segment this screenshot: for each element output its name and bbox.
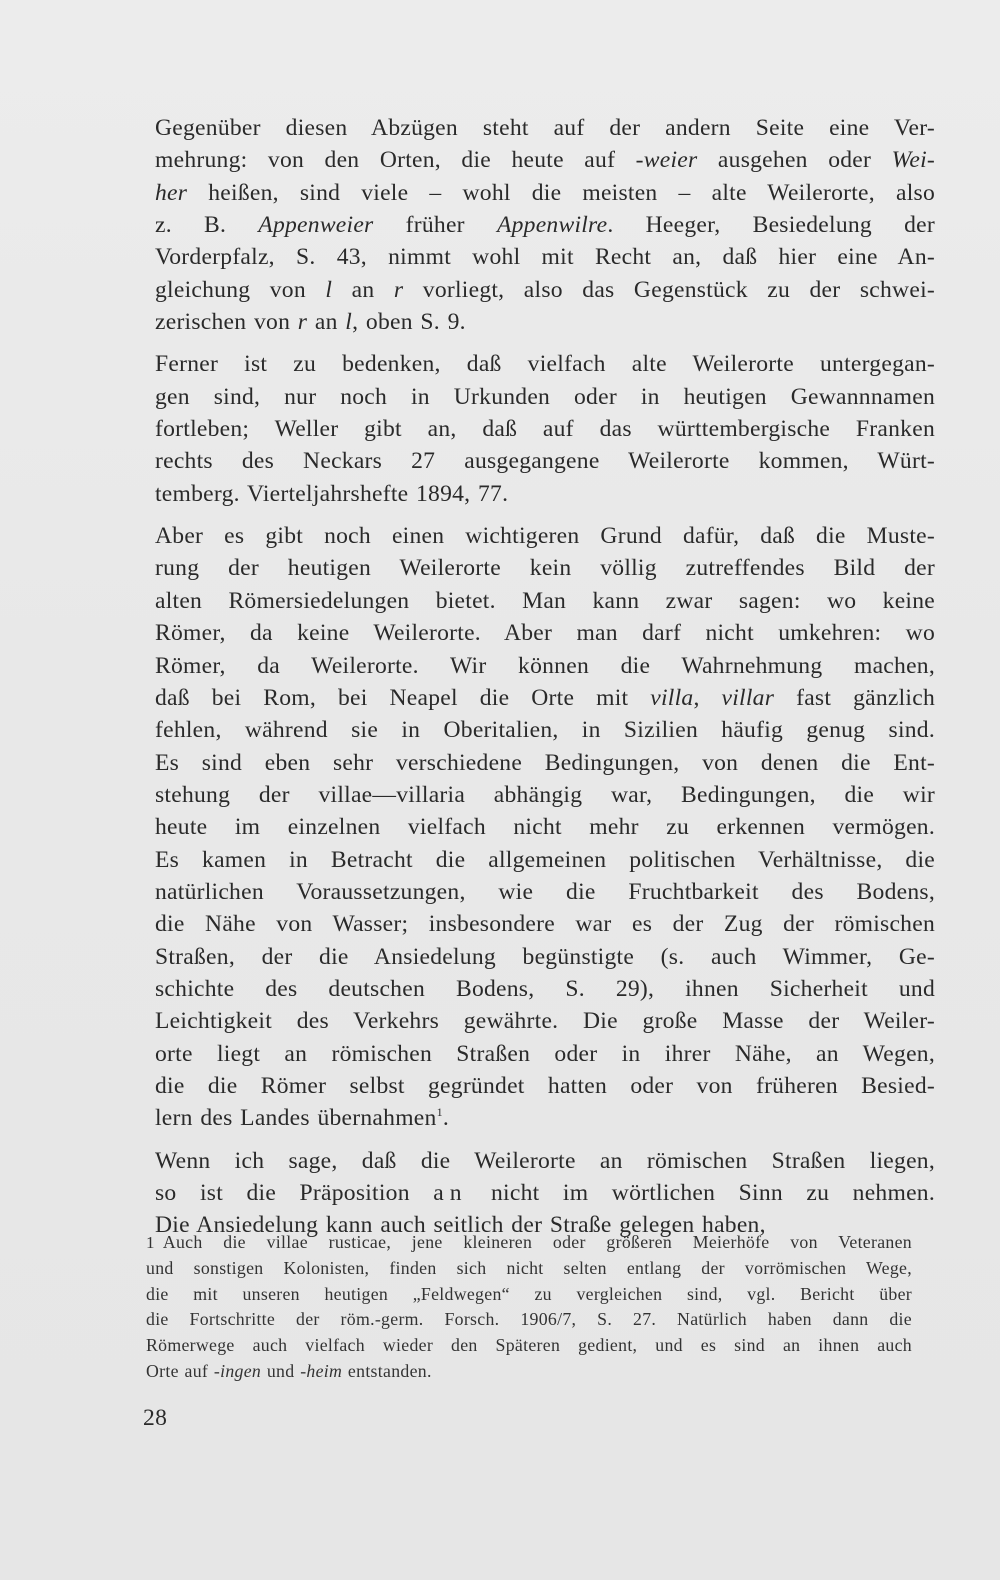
text-line: Vorderpfalz, S. 43, nimmt wohl mit Recht an, daß hier eine An- (155, 244, 935, 271)
text-line: fehlen, während sie in Oberitalien, in Sizilien häufig genug sind. (155, 717, 935, 744)
footnote-marker: 1 (146, 1233, 155, 1252)
paragraph-2 (155, 348, 935, 510)
footnote-body (146, 1230, 912, 1385)
text-line: Leichtigkeit des Verkehrs gewährte. Die große Masse der Weiler- (155, 1008, 935, 1035)
footnote-line: Orte auf -ingen und -heim entstanden. (146, 1360, 432, 1381)
paragraph-4 (155, 1145, 935, 1242)
text-line: temberg. Vierteljahrshefte 1894, 77. (155, 480, 509, 507)
text-line: Es kamen in Betracht die allgemeinen politischen Verhältnisse, die (155, 846, 935, 873)
text-line: daß bei Rom, bei Neapel die Orte mit villa, villar fast gänzlich (155, 684, 936, 711)
text-line: Aber es gibt noch einen wichtigeren Grund dafür, daß die Muste- (155, 523, 935, 550)
page-number: 28 (143, 1405, 168, 1431)
text-line: schichte des deutschen Bodens, S. 29), ihnen Sicherheit und (155, 975, 935, 1002)
footnote-line: Römerwege auch vielfach wieder den Späteren gedient, und es sind an ihnen auch (146, 1335, 912, 1356)
text-line: Gegenüber diesen Abzügen steht auf der andern Seite eine Ver- (155, 115, 935, 141)
text-line: Römer, da keine Weilerorte. Aber man darf nicht umkehren: wo (155, 620, 935, 647)
text-line: Die Ansiedelung kann auch seitlich der Straße gelegen haben, (155, 1212, 766, 1239)
footnote-line: 1 Auch die villae rusticae, jene kleineren oder größeren Meierhöfe von Veteranen (146, 1232, 912, 1252)
text-line: Römer, da Weilerorte. Wir können die Wahrnehmung machen, (155, 652, 935, 679)
main-text (155, 112, 935, 1242)
text-line: her heißen, sind viele – wohl die meisten – alte Weilerorte, also (155, 179, 935, 206)
text-line: alten Römersiedelungen bietet. Man kann zwar sagen: wo keine (155, 587, 935, 614)
text-line: lern des Landes übernahmen$^1$. (155, 1105, 449, 1132)
text-line: heute im einzelnen vielfach nicht mehr zu erkennen vermögen. (155, 814, 935, 841)
text-line: gen sind, nur noch in Urkunden oder in heutigen Gewannnamen (155, 383, 935, 410)
text-line: rung der heutigen Weilerorte kein völlig zutreffendes Bild der (155, 555, 935, 582)
text-line: stehung der villae—villaria abhängig war, Bedingungen, die wir (155, 781, 935, 808)
text-line: Es sind eben sehr verschiedene Bedingungen, von denen die Ent- (155, 749, 935, 776)
text-line: zerischen von r an l, oben S. 9. (155, 309, 466, 336)
text-line: die die Römer selbst gegründet hatten oder von früheren Besied- (155, 1072, 935, 1099)
text-line: Ferner ist zu bedenken, daß vielfach alte Weilerorte untergegan- (155, 351, 935, 378)
text-line: Straßen, der die Ansiedelung begünstigte (s. auch Wimmer, Ge- (155, 943, 935, 970)
text-line: z. B. Appenweier früher Appenwilre. Heeger, Besiedelung der (155, 212, 935, 239)
text-line: mehrung: von den Orten, die heute auf -weier ausgehen oder Wei- (155, 147, 935, 174)
paragraph-3 (155, 520, 935, 1135)
text-line: natürlichen Voraussetzungen, wie die Fruchtbarkeit des Bodens, (155, 878, 935, 905)
text-line: gleichung von l an r vorliegt, also das Gegenstück zu der schwei- (155, 276, 935, 303)
text-line: rechts des Neckars 27 ausgegangene Weilerorte kommen, Würt- (155, 448, 935, 475)
footnote-line: die mit unseren heutigen „Feldwegen“ zu vergleichen sind, vgl. Bericht über (146, 1283, 912, 1304)
paragraph-1 (155, 112, 935, 338)
text-line: Wenn ich sage, daß die Weilerorte an römischen Straßen liegen, (155, 1147, 935, 1174)
text-line: so ist die Präposition an nicht im wörtlichen Sinn zu nehmen. (155, 1180, 935, 1206)
footnote-line: und sonstigen Kolonisten, finden sich nicht selten entlang der vorrömischen Wege, (146, 1257, 912, 1278)
text-line: die Nähe von Wasser; insbesondere war es der Zug der römischen (155, 911, 935, 938)
text-line: orte liegt an römischen Straßen oder in ihrer Nähe, an Wegen, (155, 1040, 935, 1067)
footnote-line: die Fortschritte der röm.-germ. Forsch. 1906/7, S. 27. Natürlich haben dann die (146, 1309, 912, 1330)
text-line: fortleben; Weller gibt an, daß auf das württembergische Franken (155, 416, 935, 443)
footnote (146, 1230, 912, 1385)
